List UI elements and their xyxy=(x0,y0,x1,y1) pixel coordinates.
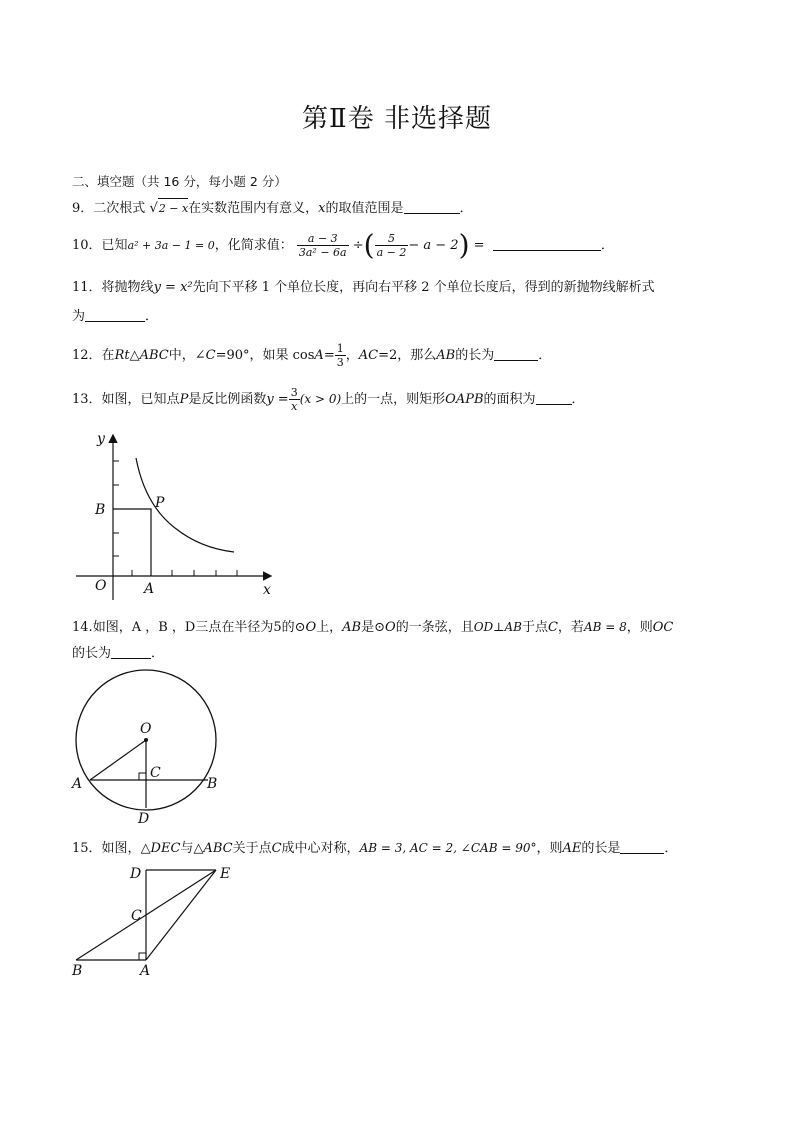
tick-marks xyxy=(113,461,237,576)
figure-13-hyperbola xyxy=(70,425,290,610)
question-11: 11．将抛物线y = x²先向下平移 1 个单位长度，再向右平移 2 个单位长度后，得到的新抛物线解析式 xyxy=(72,280,655,295)
label-c: C xyxy=(131,908,142,924)
center-dot xyxy=(144,738,148,742)
question-number: 9． xyxy=(72,201,94,216)
question-14: 14.如图，A ，B ，D三点在半径为5的⊙O上，AB是⊙O的一条弦，且OD⊥AB于点C，若AB = 8，则OC xyxy=(72,620,674,635)
answer-blank[interactable] xyxy=(494,346,538,361)
radius-oa xyxy=(90,740,146,780)
answer-blank[interactable] xyxy=(111,644,151,659)
question-number: 12． xyxy=(72,348,102,363)
question-number: 11． xyxy=(72,280,102,295)
question-10: 10．已知a² + 3a − 1 = 0，化简求值： $\frac{a - 3}{\text{3a² − 6a}}$ ÷( $\frac{5}{a - 2}$ − a − 2) = ． xyxy=(72,228,614,262)
question-13: 13．如图，已知点P是反比例函数y = $\frac{3}{x}$ (x > 0)上的一点，则矩形OAPB的面积为 ． xyxy=(72,386,585,413)
label-o: O xyxy=(140,721,152,737)
label-a: A xyxy=(144,581,155,597)
label-y: y xyxy=(97,431,105,447)
answer-blank[interactable] xyxy=(620,839,664,854)
question-number: 15． xyxy=(72,841,102,856)
question-9: 9．二次根式 √2 − x在实数范围内有意义，x的取值范围是 ． xyxy=(72,198,473,219)
label-b: B xyxy=(95,502,106,518)
section-heading: 二、填空题（共 16 分，每小题 2 分） xyxy=(72,174,287,189)
answer-blank[interactable] xyxy=(404,199,460,214)
question-number: 13． xyxy=(72,392,102,407)
fraction-one-third: $\frac{1}{3}$ xyxy=(336,342,344,369)
label-a: A xyxy=(72,776,83,792)
answer-blank[interactable] xyxy=(85,307,145,322)
question-number: 14. xyxy=(72,620,93,635)
condition-equation: a² + 3a − 1 = 0 xyxy=(127,239,215,252)
question-11-line-2: 为 ． xyxy=(72,309,159,324)
right-angle-mark xyxy=(139,953,146,960)
label-d: D xyxy=(138,811,150,827)
page-title: 第Ⅱ卷 非选择题 xyxy=(302,104,492,134)
right-angle-mark xyxy=(139,773,146,780)
label-x: x xyxy=(263,582,271,598)
label-o: O xyxy=(95,578,107,594)
label-a: A xyxy=(140,963,151,979)
radical-expression: 2 − x xyxy=(158,198,188,219)
fraction-3-over-x: $\frac{3}{x}$ xyxy=(290,386,298,413)
label-b: B xyxy=(72,963,83,979)
label-e: E xyxy=(220,866,231,882)
question-12: 12．在Rt△ABC中，∠C=90°，如果 cosA= $\frac{1}{3}$ ，AC=2，那么AB的长为 ． xyxy=(72,342,552,369)
question-14-line-2: 的长为 ． xyxy=(72,646,165,661)
figure-15-symmetry xyxy=(66,862,246,980)
label-c: C xyxy=(150,765,161,781)
segment-ae xyxy=(146,870,216,960)
fraction-2: $\frac{5}{a - 2}$ xyxy=(376,232,407,259)
figure-14-circle xyxy=(66,668,226,828)
question-15: 15．如图，△DEC与△ABC关于点C成中心对称，AB = 3, AC = 2, ∠CAB = 90°，则AE的长是 ． xyxy=(72,841,678,856)
label-b: B xyxy=(207,776,218,792)
answer-blank[interactable] xyxy=(493,236,601,251)
label-p: P xyxy=(155,495,165,511)
rectangle-oapb xyxy=(113,509,151,576)
fraction-1: $\frac{a - 3}{\text{3a² − 6a}}$ xyxy=(298,232,347,259)
label-d: D xyxy=(130,866,142,882)
answer-blank[interactable] xyxy=(536,390,572,405)
question-number: 10． xyxy=(72,238,102,253)
